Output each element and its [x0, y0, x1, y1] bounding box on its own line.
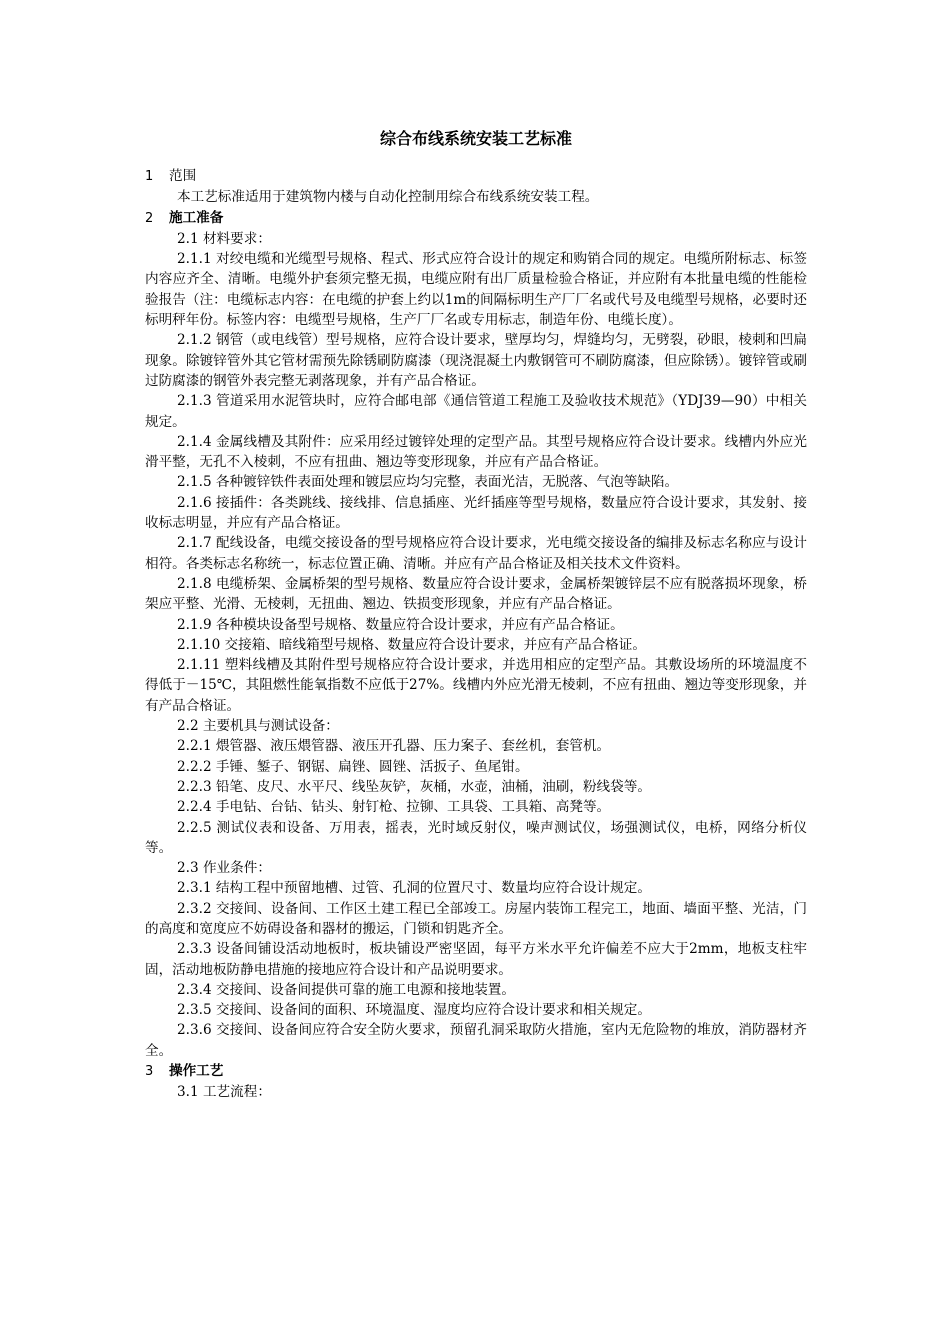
section-number: 3 [145, 1064, 154, 1080]
paragraph: 2.1.4 金属线槽及其附件：应采用经过镀锌处理的定型产品。其型号规格应符合设计要求。线槽内外应光滑平整，无孔不入棱刺，不应有扭曲、翘边等变形现象，并应有产品合格证。 [145, 433, 807, 471]
paragraph: 2.3.1 结构工程中预留地槽、过管、孔洞的位置尺寸、数量均应符合设计规定。 [177, 880, 651, 897]
paragraph: 2.1.2 钢管（或电线管）型号规格，应符合设计要求，壁厚均匀，焊缝均匀，无劈裂，砂眼，棱刺和凹扁现象。除镀锌管外其它管材需预先除锈刷防腐漆（现浇混凝土内敷钢管可不刷防腐漆，但应除锈）。镀锌管或刷过防腐漆的钢管外表完整无剥落现象，并有产品合格证。 [145, 332, 807, 389]
paragraph: 2.3.4 交接间、设备间提供可靠的施工电源和接地装置。 [177, 981, 515, 998]
subheading-materials: 2.1 材料要求： [177, 230, 271, 247]
subheading-tools: 2.2 主要机具与测试设备： [177, 718, 339, 735]
document-title: 综合布线系统安装工艺标准 [379, 129, 572, 148]
paragraph: 2.2.4 手电钻、台钻、钻头、射钉枪、拉铆、工具袋、工具箱、高凳等。 [177, 799, 611, 816]
paragraph: 2.3.5 交接间、设备间的面积、环境温度、湿度均应符合设计要求和相关规定。 [177, 1002, 651, 1019]
paragraph: 2.1.5 各种镀锌铁件表面处理和镀层应均匀完整，表面光洁，无脱落、气泡等缺陷。 [177, 474, 679, 491]
section-title: 操作工艺 [169, 1063, 224, 1080]
section-title: 范围 [169, 168, 197, 184]
subheading-process-flow: 3.1 工艺流程： [177, 1084, 271, 1101]
paragraph: 2.1.7 配线设备，电缆交接设备的型号规格应符合设计要求，光电缆交接设备的编排及标志名称应与设计相符。各类标志名称统一，标志位置正确、清晰。并应有产品合格证及相关技术文件资料。 [145, 535, 807, 572]
paragraph: 2.1.10 交接箱、暗线箱型号规格、数量应符合设计要求，并应有产品合格证。 [177, 636, 646, 653]
section-heading-operation [145, 1061, 807, 1082]
section-title: 施工准备 [169, 209, 224, 226]
section-number: 1 [145, 169, 154, 184]
document-page [145, 0, 807, 1103]
paragraph: 2.1.9 各种模块设备型号规格、数量应符合设计要求，并应有产品合格证。 [177, 616, 624, 633]
paragraph: 2.3.2 交接间、设备间、工作区土建工程已全部竣工。房屋内装饰工程完工，地面、墙面平整、光洁，门的高度和宽度应不妨碍设备和器材的搬运，门锁和钥匙齐全。 [145, 900, 807, 937]
paragraph: 2.3.6 交接间、设备间应符合安全防火要求，预留孔洞采取防火措施，室内无危险物的堆放，消防器材齐全。 [145, 1022, 807, 1059]
paragraph: 2.1.1 对绞电缆和光缆型号规格、程式、形式应符合设计的规定和购销合同的规定。电缆所附标志、标签内容应齐全、清晰。电缆外护套须完整无损，电缆应附有出厂质量检验合格证，并应附有本批量电缆的性能检验报告（注：电缆标志内容：在电缆的护套上约以1m的间隔标明生产厂厂名或代号及电缆型号规格，必要时还标明秤年份。标签内容：电缆型号规格，生产厂厂名或专用标志，制造年份、电缆长度）。 [145, 251, 807, 329]
paragraph: 2.1.11 塑料线槽及其附件型号规格应符合设计要求，并选用相应的定型产品。其敷设场所的环境温度不得低于－15℃，其阻燃性能氧指数不应低于27%。线槽内外应光滑无棱刺，不应有扭曲、翘边等变形现象，并有产品合格证。 [145, 657, 807, 714]
paragraph: 2.1.3 管道采用水泥管块时，应符合邮电部《通信管道工程施工及验收技术规范》（YDJ39—90）中相关规定。 [145, 393, 807, 430]
paragraph: 2.3.3 设备间铺设活动地板时，板块铺设严密坚固，每平方米水平允许偏差不应大于2mm，地板支柱牢固，活动地板防静电措施的接地应符合设计和产品说明要求。 [145, 941, 807, 978]
section-heading-preparation [145, 208, 807, 229]
paragraph: 2.1.6 接插件：各类跳线、接线排、信息插座、光纤插座等型号规格，数量应符合设计要求，其发射、接收标志明显，并应有产品合格证。 [145, 494, 807, 532]
subheading-conditions: 2.3 作业条件： [177, 860, 271, 877]
paragraph: 2.2.2 手锤、錾子、钢锯、扁锉、圆锉、活扳子、鱼尾钳。 [177, 758, 529, 775]
section-heading-scope [145, 166, 807, 187]
paragraph: 2.2.5 测试仪表和设备、万用表，摇表，光时域反射仪，噪声测试仪，场强测试仪，电桥，网络分析仪等。 [145, 819, 807, 856]
paragraph: 2.2.1 煨管器、液压煨管器、液压开孔器、压力案子、套丝机，套管机。 [177, 738, 611, 755]
paragraph: 本工艺标准适用于建筑物内楼与自动化控制用综合布线系统安装工程。 [177, 189, 599, 206]
paragraph: 2.2.3 铅笔、皮尺、水平尺、线坠灰铲，灰桶，水壶，油桶，油刷，粉线袋等。 [177, 778, 651, 795]
paragraph: 2.1.8 电缆桥架、金属桥架的型号规格、数量应符合设计要求，金属桥架镀锌层不应有脱落损坏现象，桥架应平整、光滑、无棱刺，无扭曲、翘边、铁损变形现象，并应有产品合格证。 [145, 575, 807, 613]
document-body [145, 166, 807, 1103]
section-number: 2 [145, 210, 154, 226]
